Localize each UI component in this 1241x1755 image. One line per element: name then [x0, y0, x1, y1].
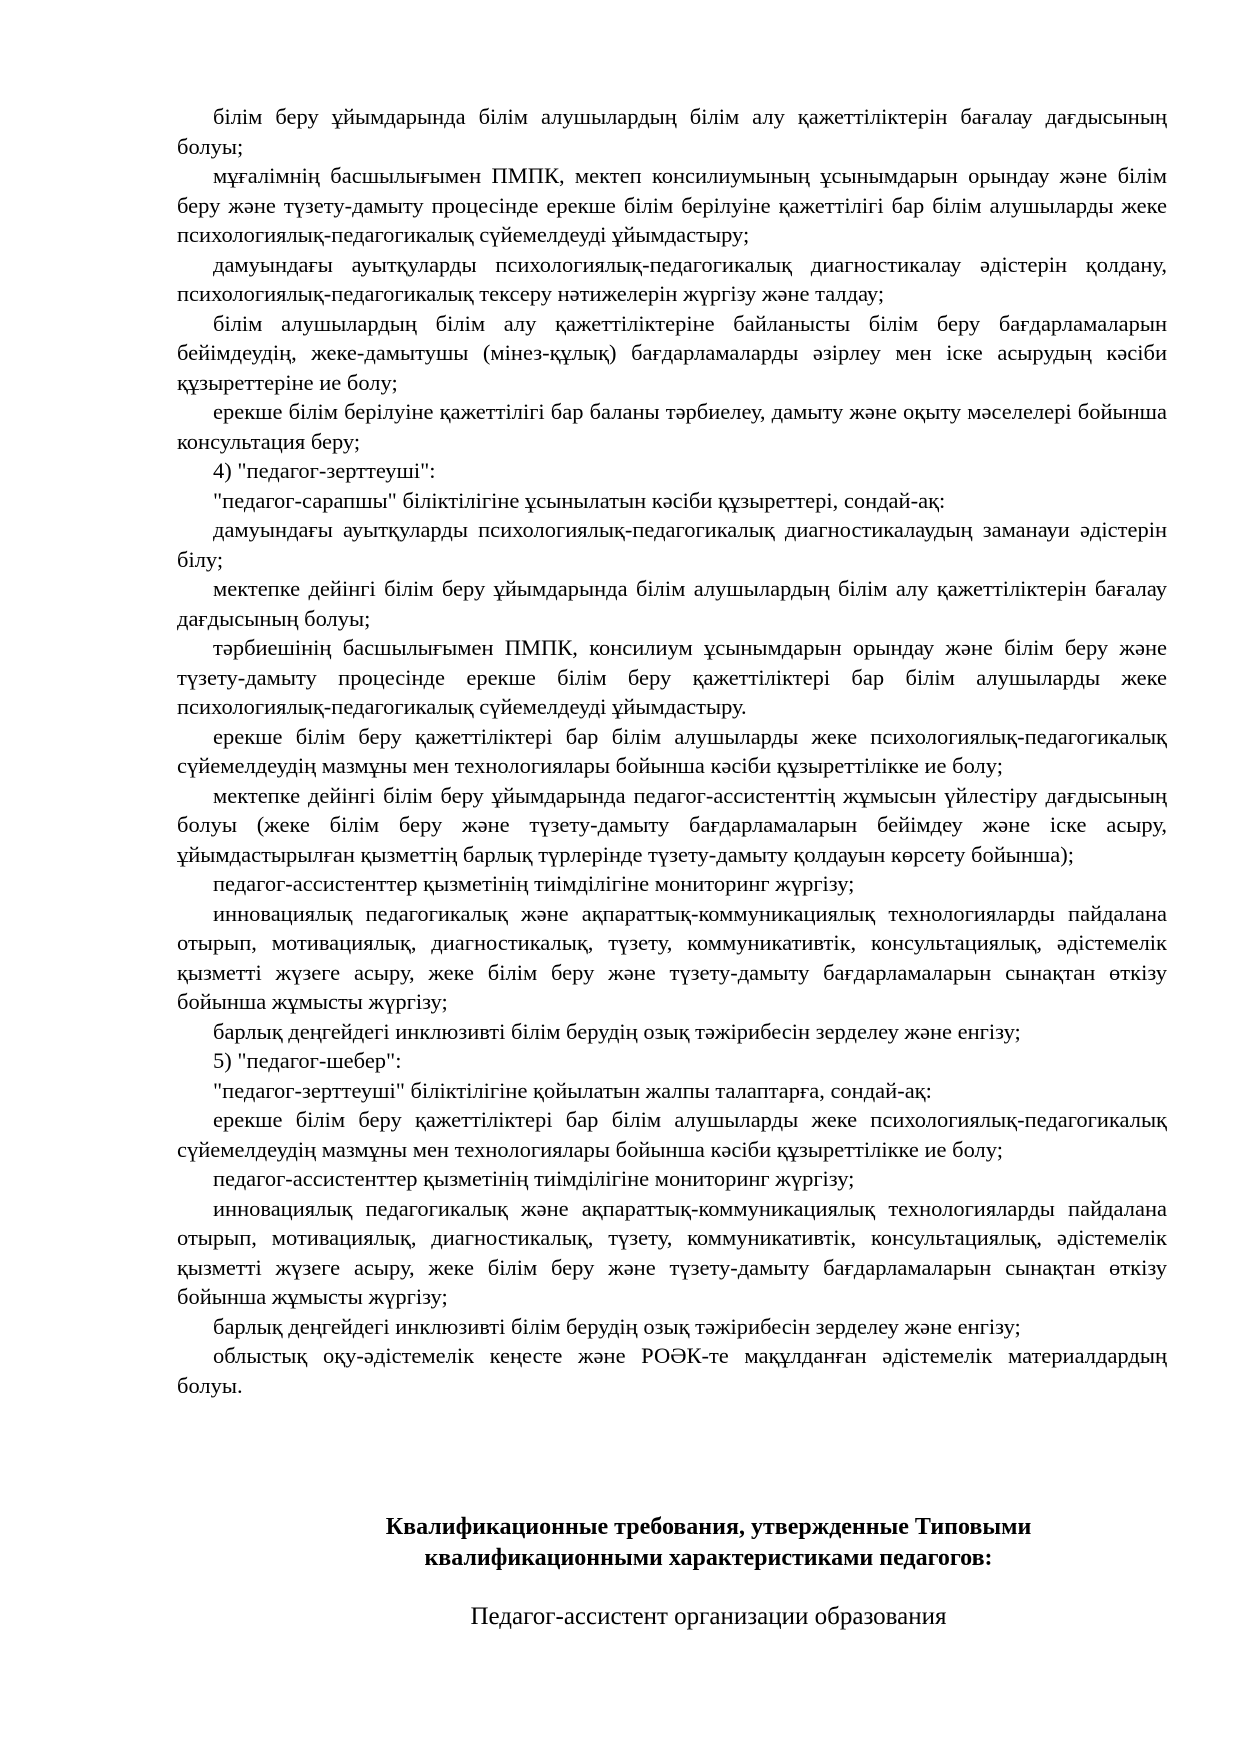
- paragraph: барлық деңгейдегі инклюзивті білім берудің озық тәжірибесін зерделеу және енгізу;: [213, 1018, 1021, 1044]
- paragraph: "педагог-зерттеуші" біліктілігіне қойылатын жалпы талаптарға, сондай-ақ:: [213, 1077, 932, 1103]
- paragraph: білім беру ұйымдарында білім алушылардың білім алу қажеттіліктерін бағалау дағдысының болуы;: [177, 104, 1167, 159]
- section-heading-line: квалификационными характеристиками педагогов:: [424, 1545, 993, 1571]
- paragraph: дамуындағы ауытқуларды психологиялық-педагогикалық диагностикалау әдістерін қолдану, психологиялық-педагогикалық тексеру нәтижелерін жүргізу және талдау;: [177, 251, 1167, 306]
- list-item-heading: 4) "педагог-зерттеуші":: [213, 458, 436, 483]
- section-heading: [177, 1512, 1240, 1574]
- paragraph: ерекше білім берілуіне қажеттілігі бар баланы тәрбиелеу, дамыту және оқыту мәселелері бойынша консультация беру;: [177, 399, 1167, 454]
- paragraph: мектепке дейінгі білім беру ұйымдарында педагог-ассистенттің жұмысын үйлестіру дағдысының болуы (жеке білім беру және түзету-дамыту бағдарламаларын бейімдеу және іске асыру, ұйымдастырылған қызметтің барлық түрлерінде түзету-дамыту қолдауын көрсету бойынша);: [177, 782, 1167, 867]
- section-heading-line: Квалификационные требования, утвержденные Типовыми: [385, 1514, 1032, 1540]
- paragraph: инновациялық педагогикалық және ақпараттық-коммуникациялық технологияларды пайдалана отырып, мотивациялық, диагностикалық, түзету, коммуникативтік, консультациялық, әдістемелік қызметті жүзеге асыру, жеке білім беру және түзету-дамыту бағдарламаларын сынақтан өткізу бойынша жұмысты жүргізу;: [177, 1195, 1167, 1309]
- paragraph: тәрбиешінің басшылығымен ПМПК, консилиум ұсынымдарын орындау және білім беру және түзету-дамыту процесінде ерекше білім беру қажеттіліктері бар білім алушыларды жеке психологиялық-педагогикалық сүйемелдеуді ұйымдастыру.: [177, 635, 1167, 719]
- paragraph: ерекше білім беру қажеттіліктері бар білім алушыларды жеке психологиялық-педагогикалық сүйемелдеудің мазмұны мен технологиялары бойынша кәсіби құзыреттілікке ие болу;: [177, 1107, 1167, 1162]
- list-item-heading: 5) "педагог-шебер":: [213, 1048, 402, 1073]
- paragraph: инновациялық педагогикалық және ақпараттық-коммуникациялық технологияларды пайдалана отырып, мотивациялық, диагностикалық, түзету, коммуникативтік, консультациялық, әдістемелік қызметті жүзеге асыру, жеке білім беру және түзету-дамыту бағдарламаларын сынақтан өткізу бойынша жұмысты жүргізу;: [177, 900, 1167, 1014]
- paragraph: педагог-ассистенттер қызметінің тиімділігіне мониторинг жүргізу;: [213, 871, 855, 896]
- paragraph: педагог-ассистенттер қызметінің тиімділігіне мониторинг жүргізу;: [213, 1166, 855, 1191]
- paragraph: мұғалімнің басшылығымен ПМПК, мектеп консилиумының ұсынымдарын орындау және білім беру және түзету-дамыту процесінде ерекше білім берілуіне қажеттілігі бар білім алушыларды жеке психологиялық-педагогикалық сүйемелдеуді ұйымдастыру;: [177, 163, 1167, 247]
- paragraph: ерекше білім беру қажеттіліктері бар білім алушыларды жеке психологиялық-педагогикалық сүйемелдеудің мазмұны мен технологиялары бойынша кәсіби құзыреттілікке ие болу;: [177, 723, 1167, 778]
- paragraph: облыстық оқу-әдістемелік кеңесте және РОӘК-те мақұлданған әдістемелік материалдардың болуы.: [177, 1343, 1167, 1398]
- paragraph: мектепке дейінгі білім беру ұйымдарында білім алушылардың білім алу қажеттіліктерін бағалау дағдысының болуы;: [177, 576, 1167, 631]
- section-subheading: Педагог-ассистент организации образования: [470, 1603, 947, 1630]
- paragraph: дамуындағы ауытқуларды психологиялық-педагогикалық диагностикалаудың заманауи әдістерін білу;: [177, 517, 1167, 572]
- paragraph: барлық деңгейдегі инклюзивті білім берудің озық тәжірибесін зерделеу және енгізу;: [213, 1313, 1021, 1339]
- paragraph: "педагог-сарапшы" біліктілігіне ұсынылатын кәсіби құзыреттері, сондай-ақ:: [213, 487, 946, 513]
- paragraph: білім алушылардың білім алу қажеттіліктеріне байланысты білім беру бағдарламаларын бейімдеудің, жеке-дамытушы (мінез-құлық) бағдарламаларды әзірлеу мен іске асырудың кәсіби құзыреттеріне ие болу;: [177, 310, 1167, 395]
- body-text: [177, 102, 1167, 1400]
